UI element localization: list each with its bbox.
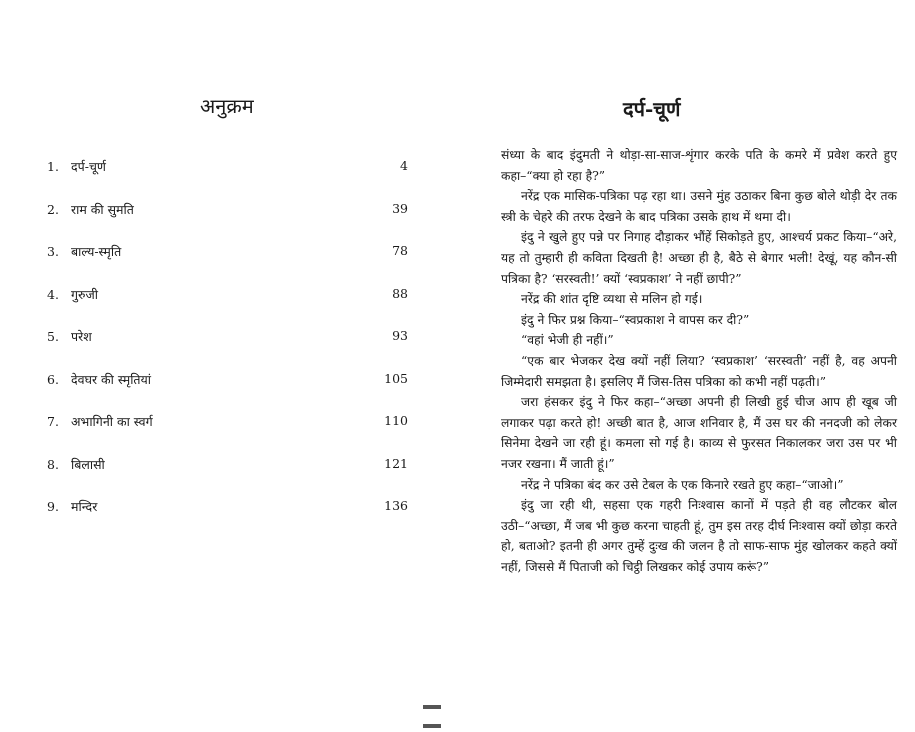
story-body xyxy=(501,145,897,577)
page-folio-marks xyxy=(423,694,473,700)
left-page xyxy=(0,0,455,700)
story-paragraph: नरेंद्र ने पत्रिका बंद कर उसे टेबल के एक किनारे रखते हुए कहा–“जाओ।” xyxy=(521,477,844,492)
toc-item[interactable] xyxy=(47,456,408,499)
toc-item-number: 9. xyxy=(47,499,59,514)
toc-item-title: देवघर की स्मृतियां xyxy=(70,371,152,387)
toc-item[interactable] xyxy=(47,201,408,244)
toc-item-page: 110 xyxy=(384,413,408,428)
toc-item-page: 121 xyxy=(384,455,408,471)
folio-mark xyxy=(423,724,441,728)
toc-item-title: गुरुजी xyxy=(70,286,99,302)
toc-item-title: राम की सुमति xyxy=(70,201,134,217)
story-paragraph: “वहां भेजी ही नहीं।” xyxy=(521,333,614,348)
story-paragraph: इंदु जा रही थी, सहसा एक गहरी निःश्वास कानों में पड़ते ही वह लौटकर बोल उठी–“अच्छा, मैं जब भी कुछ करना चाहती हूं, तुम इस तरह दीर्घ निःश्वास क्यों छोड़ा करते हो, बताओ? इतनी ही अगर तुम्हें दुःख की जलन है तो साफ-साफ मुंह खोलकर कहते क्यों नहीं, जिससे मैं पिताजी को चिट्ठी लिखकर कोई उपाय करूं?” xyxy=(501,498,897,574)
toc-item-page: 88 xyxy=(392,285,408,301)
toc-item-number: 3. xyxy=(47,244,59,259)
toc-item-page: 105 xyxy=(384,370,408,386)
toc-item-page: 4 xyxy=(400,158,408,173)
toc-item[interactable] xyxy=(47,498,408,541)
toc-item-title: परेश xyxy=(70,329,92,344)
story-title: दर्प-चूर्ण xyxy=(623,97,681,121)
toc-item-number: 2. xyxy=(47,201,59,217)
toc-item-number: 5. xyxy=(47,329,59,344)
toc-item[interactable] xyxy=(47,371,408,414)
toc-item-number: 6. xyxy=(47,371,59,387)
toc-title: अनुक्रम xyxy=(200,94,254,118)
folio-mark xyxy=(423,705,441,709)
story-paragraph: “एक बार भेजकर देख क्यों नहीं लिया? ‘स्वप्रकाश’ ‘सरस्वती’ नहीं है, वह अपनी जिम्मेदारी समझता है। इसलिए मैं जिस-तिस पत्रिका को कभी नहीं पढ़ती।” xyxy=(501,353,897,389)
toc-item[interactable] xyxy=(47,158,408,201)
toc-item-page: 39 xyxy=(392,200,408,216)
toc-item-number: 4. xyxy=(47,286,59,302)
toc-item-title: बिलासी xyxy=(70,456,105,472)
toc-item-page: 136 xyxy=(384,498,408,513)
story-paragraph: नरेंद्र एक मासिक-पत्रिका पढ़ रहा था। उसने मुंह उठाकर बिना कुछ बोले थोड़ी देर तक स्त्री के चेहरे की तरफ देखने के बाद पत्रिका उसके हाथ में थमा दी। xyxy=(501,189,897,224)
story-paragraph: नरेंद्र की शांत दृष्टि व्यथा से मलिन हो गई। xyxy=(521,292,703,307)
story-paragraph: इंदु ने खुले हुए पन्ने पर निगाह दौड़ाकर भौंहें सिकोड़ते हुए, आश्चर्य प्रकट किया–“अरे, यह तो तुम्हारी ही कविता दिखती है! अच्छा ही है, बैठे से बेगार भली! देखूं, यह कौन-सी पत्रिका है? ‘सरस्वती!’ क्यों ‘स्वप्रकाश’ ने नहीं छापी?” xyxy=(501,230,897,286)
toc-item-title: दर्प-चूर्ण xyxy=(70,159,106,174)
toc-item-title: मन्दिर xyxy=(70,499,98,514)
toc-item-title: अभागिनी का स्वर्ग xyxy=(70,414,153,429)
story-paragraph: इंदु ने फिर प्रश्न किया–“स्वप्रकाश ने वापस कर दी?” xyxy=(521,312,750,327)
toc-item[interactable] xyxy=(47,413,408,456)
toc-item[interactable] xyxy=(47,243,408,286)
toc-list xyxy=(47,158,408,541)
toc-item[interactable] xyxy=(47,328,408,371)
toc-item-number: 7. xyxy=(47,414,59,429)
right-page xyxy=(455,0,915,700)
story-paragraph: संध्या के बाद इंदुमती ने थोड़ा-सा-साज-शृंगार करके पति के कमरे में प्रवेश करते हुए कहा–“क्या हो रहा है?” xyxy=(501,148,897,183)
toc-item-number: 8. xyxy=(47,456,59,472)
story-paragraph: जरा हंसकर इंदु ने फिर कहा–“अच्छा अपनी ही लिखी हुई चीज आप ही खूब जी लगाकर पढ़ा करते हो! अच्छी बात है, आज शनिवार है, मैं उस घर की ननदजी को लेकर सिनेमा देखने जा रही हूं। कमला सो गई है। काव्य से फुरसत निकालकर जरा उस पर भी नजर रखना। मैं जाती हूं।” xyxy=(501,395,897,471)
toc-item-title: बाल्य-स्मृति xyxy=(70,244,122,259)
toc-item-number: 1. xyxy=(47,159,59,174)
toc-item-page: 93 xyxy=(392,328,408,343)
toc-item-page: 78 xyxy=(392,243,408,258)
toc-item[interactable] xyxy=(47,286,408,329)
